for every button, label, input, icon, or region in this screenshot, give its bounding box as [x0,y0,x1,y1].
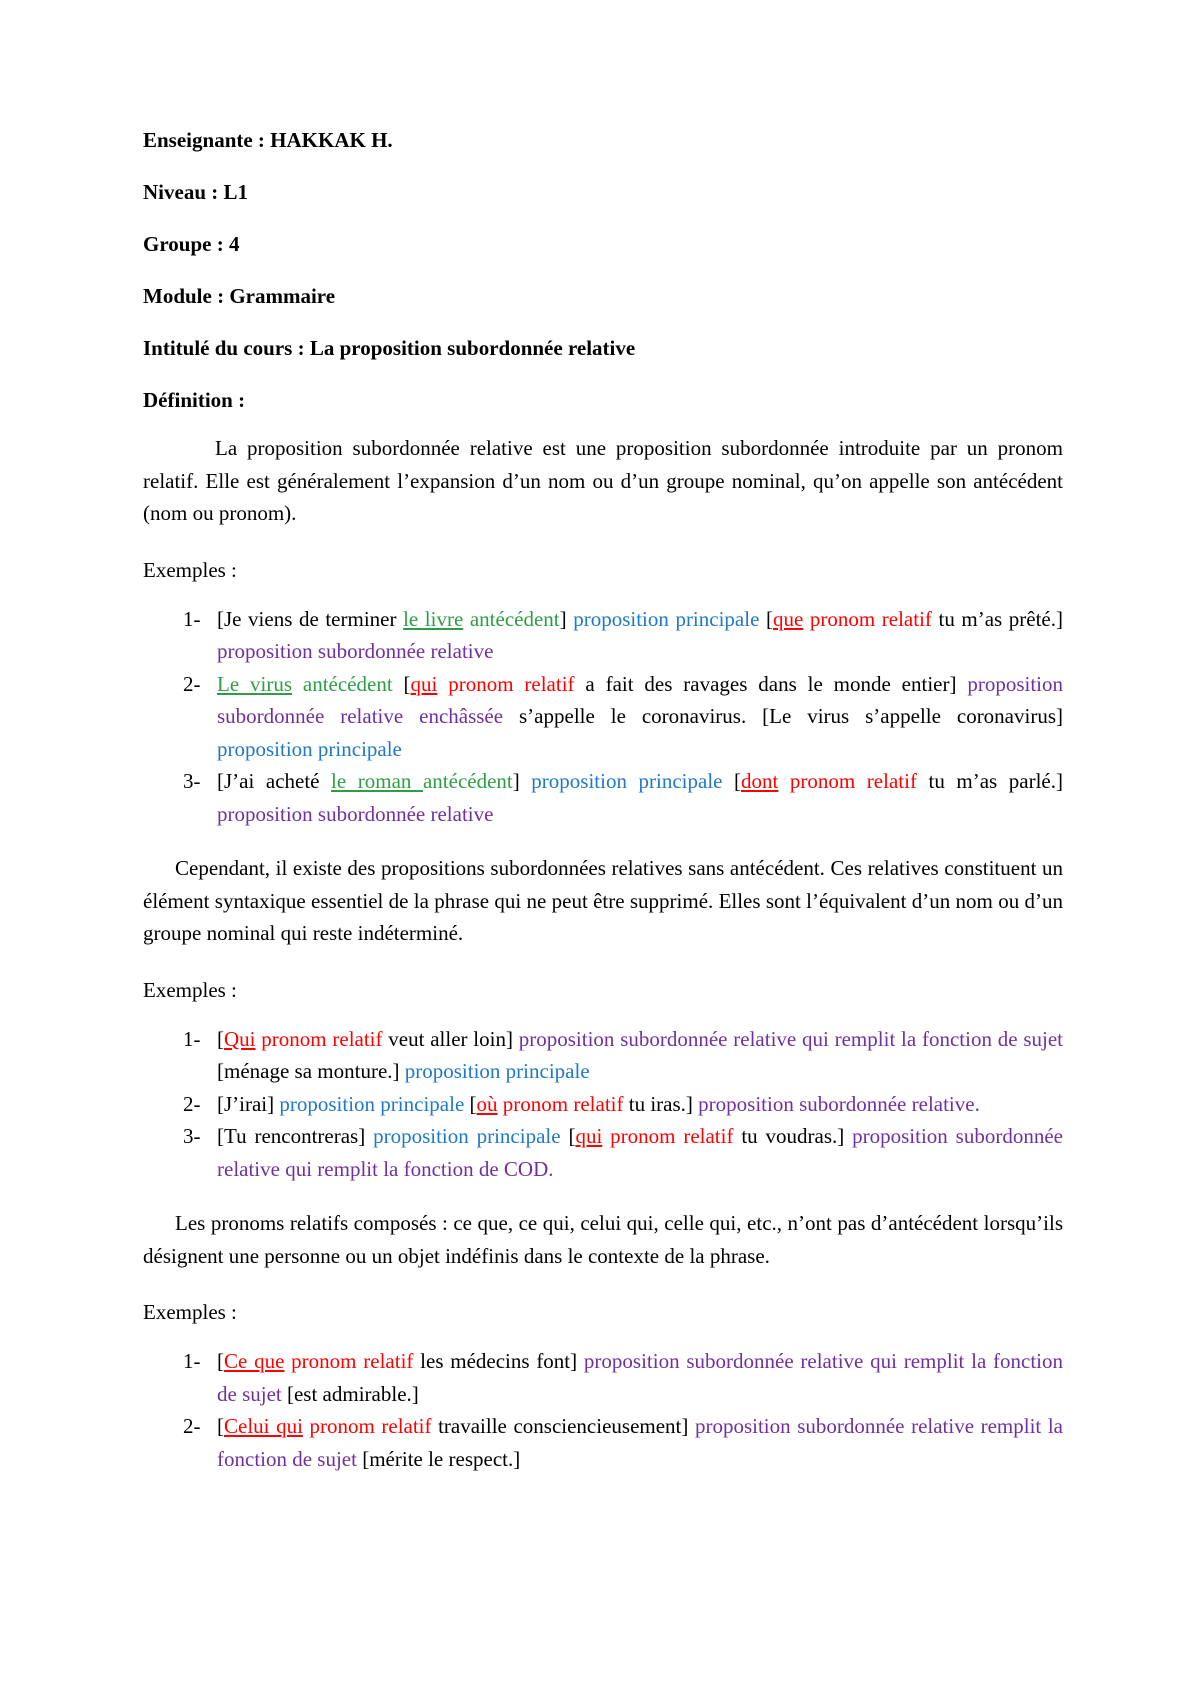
antecedent: Le virus [217,671,293,696]
level-line: Niveau : L1 [143,180,248,204]
course-title: Intitulé du cours : La proposition subordonnée relative [143,336,636,360]
subordinate-clause: proposition subordonnée relative [217,639,494,663]
sentence-text: [Je viens de terminer [217,606,404,631]
paragraph-compound-pronouns: Les pronoms relatifs composés : ce que, ce qui, celui qui, celle qui, etc., n’ont pas d’antécédent lorsqu’ils désignent une personne ou un objet indéfinis dans le contexte de la phrase. [143,1211,1063,1268]
definition-heading: Définition : [143,388,246,412]
subordinate-clause: proposition subordonnée relative qui remplit la fonction de sujet [217,1349,1064,1406]
sentence-text: s’appelle le coronavirus. [Le virus s’appelle coronavirus] [503,704,1063,728]
sentence-text: [est admirable.] [281,1381,419,1406]
subordinate-clause: proposition subordonnée relative qui remplit la fonction de sujet [518,1026,1063,1051]
example-number: 2- [183,671,201,696]
sentence-text: ] [512,769,532,793]
sentence-text: [mérite le respect.] [356,1446,521,1471]
sentence-text: [ménage sa monture.] [217,1059,405,1083]
relative-pronoun: où [476,1091,498,1116]
relative-pronoun: pronom relatif [497,1091,624,1116]
examples-list-2 [143,1023,1063,1186]
sentence-text: [ [217,1026,224,1051]
sentence-text: veut aller loin] [382,1026,519,1051]
antecedent: antécédent [422,769,513,793]
sentence-text: tu iras.] [623,1091,699,1116]
example-item [143,1410,1063,1475]
sentence-text: [ [560,1124,576,1148]
examples-list-3 [143,1345,1063,1475]
sentence-text: tu m’as parlé.] [916,769,1063,793]
example-number: 1- [183,1026,201,1051]
principal-clause: proposition principale [531,769,723,793]
relative-pronoun: dont [741,769,779,793]
sentence-text: ] [559,606,574,631]
principal-clause: proposition principale [373,1124,561,1148]
example-number: 3- [183,769,201,793]
relative-pronoun: qui [410,671,438,696]
relative-pronoun: Qui [224,1026,256,1051]
principal-clause: proposition principale [279,1091,465,1116]
relative-pronoun: qui [575,1124,603,1148]
relative-pronoun: pronom relatif [284,1349,414,1373]
relative-pronoun: que [772,606,804,631]
sentence-text: [ [217,1414,224,1438]
relative-pronoun: pronom relatif [778,769,917,793]
examples-label-3: Exemples : [143,1300,237,1324]
relative-pronoun: Ce que [224,1349,285,1373]
subordinate-clause: proposition subordonnée relative enchâssée [217,671,1063,728]
relative-pronoun: pronom relatif [302,1414,432,1438]
sentence-text: [ [722,769,742,793]
sentence-text: les médecins font] [413,1349,584,1373]
definition-paragraph: La proposition subordonnée relative est une proposition subordonnée introduite par un pronom relatif. Elle est généralement l’expansion d’un nom ou d’un groupe nominal, qu’on appelle son antécédent (nom ou pronom). [143,436,1063,525]
sentence-text: [ [759,606,773,631]
document-page [143,128,1063,1475]
subordinate-clause: proposition subordonnée relative remplit la fonction de sujet [217,1414,1063,1471]
example-item [143,1023,1063,1088]
antecedent: antécédent [463,606,560,631]
subordinate-clause: proposition subordonnée relative qui remplit la fonction de COD. [217,1124,1063,1181]
paragraph-without-antecedent: Cependant, il existe des propositions subordonnées relatives sans antécédent. Ces relatives constituent un élément syntaxique essentiel de la phrase qui ne peut être supprimé. Elles sont l’équivalent d’un nom ou d’un groupe nominal qui reste indéterminé. [143,856,1063,945]
example-number: 3- [183,1124,201,1148]
example-number: 2- [183,1414,201,1438]
relative-pronoun: pronom relatif [437,671,575,696]
sentence-text: [Tu rencontreras] [217,1124,374,1148]
sentence-text: travaille consciencieusement] [431,1414,695,1438]
sentence-text: [J’ai acheté [217,769,332,793]
relative-pronoun: pronom relatif [803,606,932,631]
antecedent: le livre [403,606,464,631]
subordinate-clause: proposition subordonnée relative [217,801,494,826]
principal-clause: proposition principale [404,1059,590,1083]
module-line: Module : Grammaire [143,284,336,308]
group-line: Groupe : 4 [143,232,240,256]
sentence-text: [ [464,1091,477,1116]
sentence-text: tu m’as prêté.] [931,606,1064,631]
example-number: 2- [183,1091,201,1116]
example-number: 1- [183,1349,201,1373]
subordinate-clause: proposition subordonnée relative. [698,1091,980,1116]
example-item [143,1345,1063,1410]
example-number: 1- [183,606,201,631]
principal-clause: proposition principale [217,736,402,761]
examples-label-1: Exemples : [143,557,237,582]
examples-label-2: Exemples : [143,977,237,1002]
sentence-text: [J’irai] [217,1091,280,1116]
antecedent: antécédent [292,671,393,696]
sentence-text: [ [392,671,411,696]
antecedent: le roman [331,769,423,793]
relative-pronoun: pronom relatif [602,1124,734,1148]
example-item [143,668,1063,766]
sentence-text: a fait des ravages dans le monde entier] [574,671,968,696]
principal-clause: proposition principale [573,606,760,631]
sentence-text: [ [217,1349,224,1373]
examples-list-1 [143,603,1063,831]
example-item [143,1120,1063,1185]
example-item [143,1088,1063,1121]
relative-pronoun: Celui qui [224,1414,303,1438]
sentence-text: tu voudras.] [733,1124,853,1148]
example-item [143,603,1063,668]
relative-pronoun: pronom relatif [255,1026,383,1051]
example-item [143,765,1063,830]
teacher-line: Enseignante : HAKKAK H. [143,128,393,152]
